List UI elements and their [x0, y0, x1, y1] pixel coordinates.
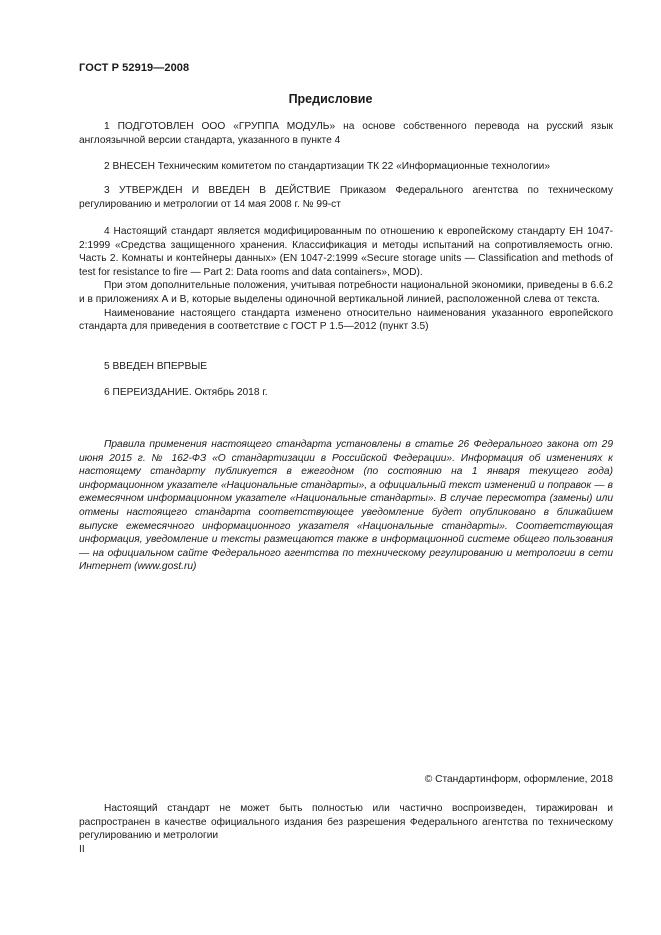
rules-notice — [79, 438, 613, 574]
page-title: Предисловие — [288, 92, 373, 106]
item-5-text: 5 ВВЕДЕН ВПЕРВЫЕ — [104, 361, 208, 372]
item-3 — [79, 184, 613, 211]
item-4-paragraph-2: При этом дополнительные положения, учитывая потребности национальной экономики, приведены в 6.6.2 и в приложениях А и В, которые выделены одиночной вертикальной линией, расположенной слева от текста. — [79, 280, 613, 305]
item-4 — [79, 225, 613, 334]
item-1 — [79, 120, 613, 147]
item-4-paragraph-1: 4 Настоящий стандарт является модифицированным по отношению к европейскому стандарту ЕН 1047-2:1999 «Средства защищенного хранения. Классификация и методы испытаний на сопротивляемость огню. Часть 2. Комнаты и контейнеры данных» (EN 1047-2:1999 «Secure storage units — Classification and methods of test for resistance to fire — Part 2: Data rooms and data containers», MOD). — [79, 226, 613, 278]
reproduction-notice-text: Настоящий стандарт не может быть полностью или частично воспроизведен, тиражирован и распространен в качестве официального издания без разрешения Федерального агентства по техническому регулированию и метрологии — [79, 803, 613, 842]
item-6-text: 6 ПЕРЕИЗДАНИЕ. Октябрь 2018 г. — [104, 387, 268, 398]
item-5 — [79, 360, 613, 374]
item-1-text: 1 ПОДГОТОВЛЕН ООО «ГРУППА МОДУЛЬ» на основе собственного перевода на русский язык англоязычной версии стандарта, указанного в пункте 4 — [79, 121, 613, 146]
reproduction-notice — [79, 802, 613, 843]
item-6 — [79, 386, 613, 400]
item-3-text: 3 УТВЕРЖДЕН И ВВЕДЕН В ДЕЙСТВИЕ Приказом Федерального агентства по техническому регулированию и метрологии от 14 мая 2008 г. № 99-ст — [79, 185, 613, 210]
standard-id-header: ГОСТ Р 52919—2008 — [79, 62, 190, 74]
item-2 — [79, 160, 613, 174]
item-4-paragraph-3: Наименование настоящего стандарта изменено относительно наименования указанного европейского стандарта для приведения в соответствие с ГОСТ Р 1.5—2012 (пункт 3.5) — [79, 307, 613, 333]
page-number: II — [79, 844, 85, 855]
item-2-text: 2 ВНЕСЕН Техническим комитетом по стандартизации ТК 22 «Информационные технологии» — [104, 161, 550, 172]
copyright-line: © Стандартинформ, оформление, 2018 — [424, 774, 613, 785]
rules-notice-text: Правила применения настоящего стандарта установлены в статье 26 Федерального закона от 29 июня 2015 г. № 162-ФЗ «О стандартизации в Российской Федерации». Информация об изменениях к настоящему стандарту публикуется в ежегодном (по состоянию на 1 января текущего года) информационном указателе «Национальные стандарты», а официальный текст изменений и поправок — в ежемесячном информационном указателе «Национальные стандарты». В случае пересмотра (замены) или отмены настоящего стандарта соответствующее уведомление будет опубликовано в ближайшем выпуске ежемесячного информационного указателя «Национальные стандарты». Соответствующая информация, уведомление и тексты размещаются также в информационной системе общего пользования — на официальном сайте Федерального агентства по техническому регулированию и метрологии в сети Интернет (www.gost.ru) — [79, 439, 613, 573]
